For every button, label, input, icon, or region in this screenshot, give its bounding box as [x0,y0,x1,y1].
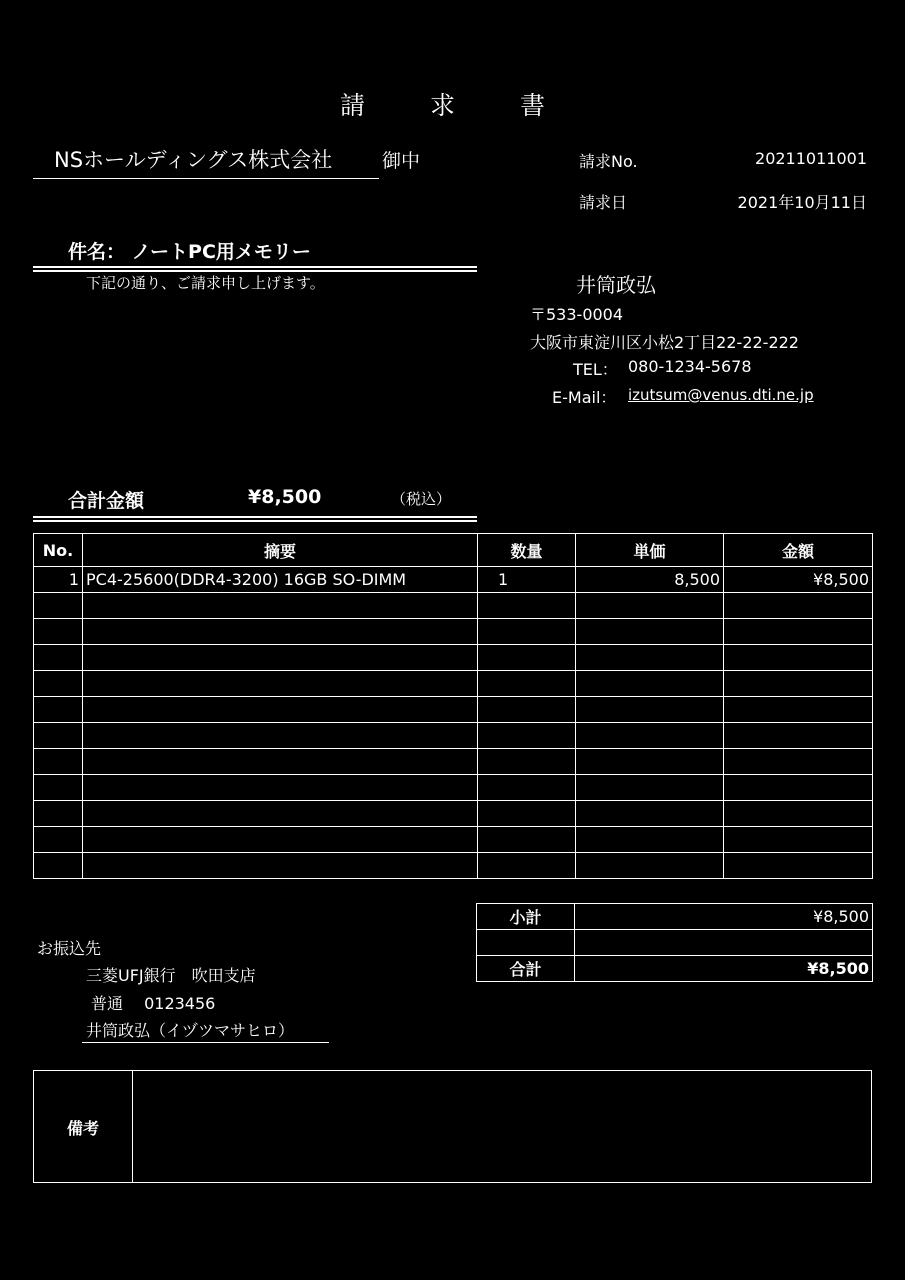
row-description [83,671,478,697]
items-table [33,533,873,879]
row-amount [724,645,873,671]
table-row [34,775,873,801]
total-amount: ¥8,500 [248,486,322,508]
row-amount [724,593,873,619]
row-no [34,827,83,853]
table-row [34,853,873,879]
row-no [34,593,83,619]
invoice-date: 2021年10月11日 [737,193,867,212]
row-amount: ¥8,500 [724,567,873,593]
row-no [34,853,83,879]
subtotal-label: 小計 [477,904,575,930]
row-quantity [478,775,576,801]
invoice-no-label: 請求No. [579,152,638,171]
row-unit-price: 8,500 [576,567,724,593]
blank-row [477,930,873,956]
subject: 件名： ノートPC用メモリー [68,241,311,263]
sender-tel-label: TEL： [573,360,618,379]
row-no [34,775,83,801]
row-description [83,645,478,671]
grand-total-value: ¥8,500 [575,956,873,982]
invoice-date-label: 請求日 [579,193,628,212]
remarks-label-cell [34,1071,133,1182]
sender-address: 大阪市東淀川区小松2丁目22-22-222 [530,333,799,352]
table-row [34,749,873,775]
row-quantity [478,619,576,645]
client-name: NSホールディングス株式会社 [54,148,333,172]
row-amount [724,697,873,723]
subtotal-value: ¥8,500 [575,904,873,930]
row-quantity [478,853,576,879]
bank-underline [82,1042,329,1043]
row-quantity [478,827,576,853]
bank-holder: 井筒政弘（イヅツマサヒロ） [86,1021,295,1040]
row-quantity [478,749,576,775]
table-row [34,671,873,697]
total-label: 合計金額 [68,490,145,512]
row-no [34,723,83,749]
row-description [83,775,478,801]
row-amount [724,723,873,749]
row-unit-price [576,853,724,879]
row-no [34,645,83,671]
col-no: No. [34,534,83,567]
row-no [34,619,83,645]
remarks-label: 備考 [66,1119,99,1138]
row-amount [724,749,873,775]
row-description [83,593,478,619]
summary-table [476,903,873,982]
invoice-no: 20211011001 [755,149,867,168]
row-amount [724,775,873,801]
row-no: 1 [34,567,83,593]
row-description: PC4-25600(DDR4-3200) 16GB SO-DIMM [83,567,478,593]
row-amount [724,853,873,879]
row-unit-price [576,619,724,645]
bank-name: 三菱UFJ銀行 吹田支店 [86,966,256,985]
row-quantity [478,723,576,749]
sender-email-label: E-Mail： [552,388,617,407]
row-description [83,749,478,775]
row-description [83,723,478,749]
table-row [34,827,873,853]
row-unit-price [576,723,724,749]
row-quantity [478,645,576,671]
row-description [83,853,478,879]
tax-note: （税込） [391,490,452,508]
row-amount [724,671,873,697]
row-quantity [478,593,576,619]
row-amount [724,619,873,645]
col-description: 摘要 [83,534,478,567]
table-row [34,645,873,671]
row-no [34,801,83,827]
document-title: 請 求 書 [339,91,565,120]
client-underline [33,178,379,179]
remarks-box [33,1070,872,1183]
row-no [34,697,83,723]
col-quantity: 数量 [478,534,576,567]
blank-value [575,930,873,956]
col-unit-price: 単価 [576,534,724,567]
sender-email-link[interactable]: izutsum@venus.dti.ne.jp [628,386,814,404]
row-unit-price [576,697,724,723]
greeting: 下記の通り、ご請求申し上げます。 [86,274,325,292]
row-amount [724,827,873,853]
table-row [34,697,873,723]
grand-total-row [477,956,873,982]
bank-heading: お振込先 [37,939,102,958]
row-unit-price [576,749,724,775]
table-row [34,801,873,827]
client-honorific: 御中 [382,150,421,172]
row-unit-price [576,645,724,671]
row-description [83,619,478,645]
row-unit-price [576,775,724,801]
row-quantity [478,801,576,827]
sender-tel: 080-1234-5678 [628,357,752,376]
table-row [34,593,873,619]
row-quantity [478,671,576,697]
col-amount: 金額 [724,534,873,567]
bank-account: 普通 0123456 [91,994,216,1013]
table-row [34,567,873,593]
table-header-row [34,534,873,567]
grand-total-label: 合計 [477,956,575,982]
row-unit-price [576,671,724,697]
total-underline [33,516,477,522]
row-unit-price [576,593,724,619]
row-description [83,827,478,853]
row-amount [724,801,873,827]
sender-postal: 〒533-0004 [530,305,624,324]
row-description [83,801,478,827]
table-row [34,619,873,645]
sender-name: 井筒政弘 [576,273,656,297]
row-quantity: 1 [478,567,576,593]
row-no [34,671,83,697]
row-unit-price [576,801,724,827]
row-unit-price [576,827,724,853]
row-no [34,749,83,775]
row-quantity [478,697,576,723]
blank-label [477,930,575,956]
subtotal-row [477,904,873,930]
row-description [83,697,478,723]
table-row [34,723,873,749]
